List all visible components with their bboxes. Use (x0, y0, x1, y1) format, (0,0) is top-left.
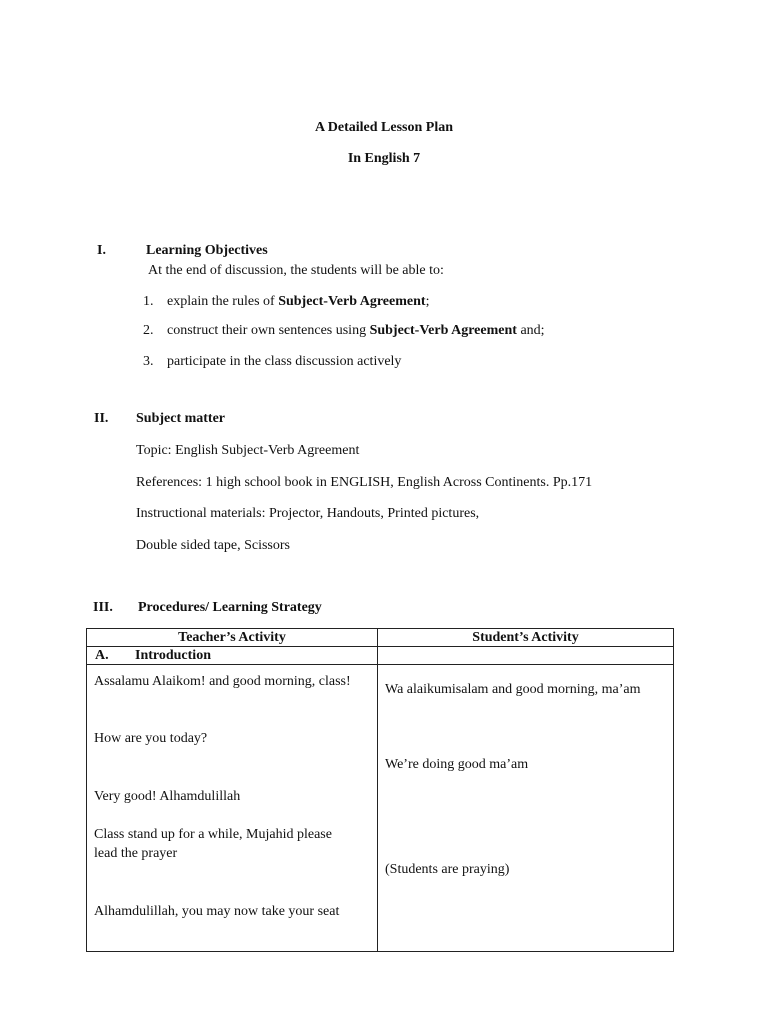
objective-item-1-number: 1. (143, 294, 154, 309)
section-2-title: Subject matter (136, 411, 226, 426)
col-header-teacher: Teacher’s Activity (87, 629, 378, 647)
introduction-letter: A. (95, 648, 109, 663)
teacher-line-1: Assalamu Alaikom! and good morning, class! (94, 674, 351, 689)
document-subtitle: In English 7 (347, 151, 421, 166)
student-line-3: (Students are praying) (385, 862, 510, 877)
objective-item-3-number: 3. (143, 354, 154, 369)
objective-item-3: participate in the class discussion actively (167, 354, 402, 369)
student-line-2: We’re doing good ma’am (385, 757, 529, 772)
col-header-student: Student’s Activity (378, 629, 674, 647)
teacher-line-5: Alhamdulillah, you may now take your seat (94, 904, 340, 919)
topic-line: Topic: English Subject-Verb Agreement (136, 443, 360, 458)
teacher-line-4: Class stand up for a while, Mujahid please lead the prayer (94, 827, 332, 861)
teacher-line-2: How are you today? (94, 731, 208, 746)
section-3-title: Procedures/ Learning Strategy (138, 600, 322, 615)
empty-cell (378, 647, 674, 665)
section-2-number: II. (94, 411, 109, 426)
teacher-line-3: Very good! Alhamdulillah (94, 789, 241, 804)
materials-line: Instructional materials: Projector, Handouts, Printed pictures, (136, 506, 480, 521)
section-1-title: Learning Objectives (146, 243, 268, 258)
table-header-row (87, 629, 674, 647)
document-title: A Detailed Lesson Plan (314, 120, 454, 135)
objective-item-2: construct their own sentences using Subject-Verb Agreement and; (167, 323, 545, 338)
student-activity-cell (378, 665, 674, 952)
procedures-table (86, 628, 674, 952)
teacher-activity-cell (87, 665, 378, 952)
objective-item-2-number: 2. (143, 323, 154, 338)
objectives-intro: At the end of discussion, the students will be able to: (148, 263, 444, 278)
student-line-1: Wa alaikumisalam and good morning, ma’am (385, 682, 641, 697)
table-row (87, 647, 674, 665)
table-row (87, 665, 674, 952)
introduction-label: Introduction (135, 648, 211, 663)
introduction-cell (87, 647, 378, 665)
materials-line-2: Double sided tape, Scissors (136, 538, 290, 553)
references-line: References: 1 high school book in ENGLISH, English Across Continents. Pp.171 (136, 475, 593, 490)
objective-item-1: explain the rules of Subject-Verb Agreement; (167, 294, 430, 309)
section-1-number: I. (97, 243, 106, 258)
section-3-number: III. (93, 600, 113, 615)
